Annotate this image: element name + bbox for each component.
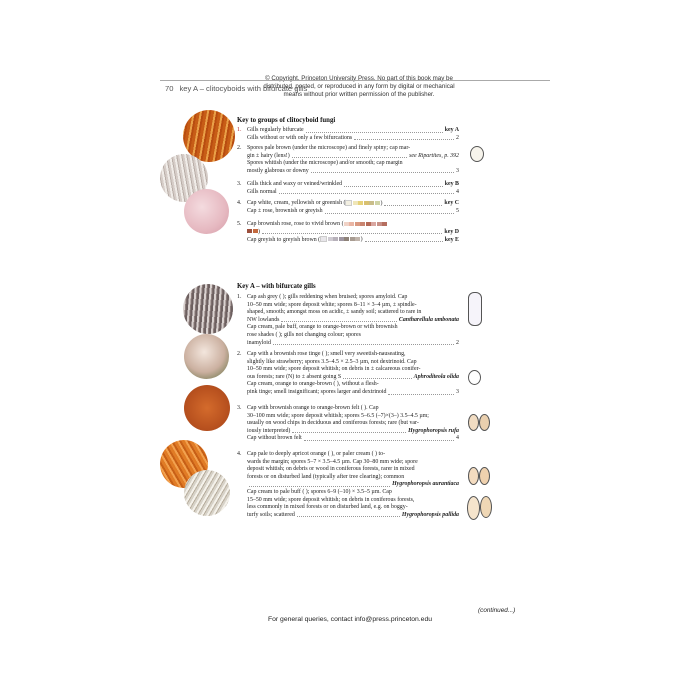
page-number: 70	[165, 84, 174, 93]
running-header	[165, 84, 313, 93]
mushroom-photo-pallida	[184, 470, 230, 516]
text-line: iously interpreted)	[247, 427, 291, 434]
spore-drawing-4a	[468, 467, 479, 485]
choice-a-text: Cap brownish rose, rose to vivid brown (	[247, 221, 344, 227]
key-a-title: Key A – with bifurcate gills	[237, 283, 316, 290]
choice-a-ref[interactable]: key C	[444, 200, 459, 207]
text-line: 10–50 mm wide; spore deposit white; spores 8–11 × 3–4 µm, ± spindle-	[247, 301, 417, 308]
item-number: 2.	[237, 145, 242, 151]
spore-drawing-3a	[468, 414, 479, 431]
footer-contact: For general queries, contact info@press.princeton.edu	[267, 616, 433, 623]
choice-a-text: Gills thick and waxy or veined/wrinkled	[247, 181, 343, 187]
alt-text-line: inamyloid	[247, 339, 271, 346]
species-name: Hygrophoropsis pallida	[401, 511, 459, 518]
alt-text-line: Cap cream to pale buff ( ); spores 6–9 (–10) × 3.5–5 µm. Cap	[247, 488, 392, 495]
copyright-line-3: means without prior written permission of the publisher.	[283, 91, 435, 98]
key-groups-item-1	[237, 127, 459, 142]
text-line: 30–100 mm wide; spore deposit whitish; spores 5–6.5 (–7)×(3–) 3.5–4.5 µm;	[247, 412, 429, 419]
key-groups-item-5	[237, 221, 459, 244]
alt-text-line: Cap without brown felt	[247, 435, 302, 442]
key-groups-item-4	[237, 200, 459, 216]
header-rule	[160, 80, 550, 81]
text-line: wards the margin; spores 5–7 × 3.5–4.5 µm. Cap 30–80 mm wide; spore	[247, 458, 418, 465]
key-groups-item-3	[237, 181, 459, 196]
choice-a-text: Gills regularly bifurcate	[247, 127, 304, 133]
color-swatches-c: )	[345, 200, 382, 208]
mushroom-photo-hygrophoropsis-rufa	[184, 385, 230, 431]
key-a-item-4	[237, 451, 459, 519]
alt-text-line: Cap cream, orange to orange-brown ( ), without a flesh-	[247, 381, 379, 388]
alt-text-line: turfy soils; scattered	[247, 511, 295, 518]
choice-b-text: Gills without or with only a few bifurcations	[247, 134, 353, 141]
choice-a-ref[interactable]: key B	[444, 181, 459, 187]
mushroom-photo-pink-gills	[184, 189, 229, 234]
species-name: Cantharellula umbonata	[398, 316, 459, 323]
alt-ref[interactable]: 4	[456, 435, 459, 442]
alt-text-line: Cap cream, pale buff, orange to orange-brown or with brownish	[247, 324, 398, 331]
item-number: 1.	[237, 294, 242, 300]
choice-a-ref[interactable]: key A	[444, 127, 459, 133]
mushroom-photo-cantharellula	[183, 284, 233, 334]
text-line: deposit whitish; on debris or wood in coniferous forests, rarer in mixed	[247, 466, 415, 473]
text-line: NW lowlands	[247, 316, 280, 323]
text-line: Cap with a brownish rose tinge ( ); smell very sweetish-nauseating,	[247, 351, 406, 357]
choice-a-ref[interactable]: key D	[444, 228, 459, 235]
choice-a-text: Spores pale brown (under the microscope) and finely spiny; cap mar-	[247, 145, 411, 151]
text-line: Cap pale to deeply apricot orange ( ), or paler cream ( ) to-	[247, 451, 386, 457]
choice-a-text-cont: gin ± hairy (lens!)	[247, 152, 290, 159]
choice-a-ref[interactable]: see Ripartites, p. 392	[409, 152, 459, 159]
alt-text-line: 15–50 mm wide; spore deposit whitish; on debris in coniferous forests,	[247, 496, 415, 503]
item-number: 5.	[237, 221, 242, 227]
species-name: Hygrophoropsis aurantiaca	[392, 481, 459, 488]
item-number: 2.	[237, 351, 242, 357]
choice-b-text: Cap greyish to greyish brown (	[247, 236, 321, 243]
spore-drawing-spiny	[470, 146, 484, 162]
item-number: 1.	[237, 127, 242, 133]
spore-drawing-3b	[479, 414, 490, 431]
alt-text-line: pink tinge; smell insignificant; spores larger and dextrinoid	[247, 388, 387, 395]
choice-a-text: Cap white, cream, yellowish or greenish (	[247, 200, 346, 207]
choice-b-text: Gills normal	[247, 188, 277, 195]
text-line: forests or on disturbed land (typically after tree clearing); common	[247, 473, 405, 480]
color-swatches-d-cont: )	[247, 229, 260, 237]
item-number: 3.	[237, 181, 242, 187]
copyright-line-1: © Copyright, Princeton University Press. No part of this book may be	[265, 75, 453, 82]
key-a-item-1	[237, 294, 459, 347]
mushroom-photo-aphroditeola	[184, 334, 229, 379]
choice-b-text: Cap ± rose, brownish or greyish	[247, 207, 323, 214]
color-swatches-e: )	[320, 236, 362, 244]
text-line: ous forests; rare (N) to ± absent going S	[247, 373, 342, 380]
continued-note: (continued...)	[478, 607, 516, 614]
spore-drawing-4b	[479, 467, 490, 485]
running-title: key A – clitocyboids with bifurcate gills	[179, 84, 308, 93]
spore-drawing-5a	[467, 496, 480, 520]
spore-drawing-5b	[480, 496, 492, 518]
choice-b-text-cont: mostly glabrous or downy	[247, 167, 309, 174]
species-name: Hygrophoropsis rufa	[408, 427, 459, 434]
choice-b-ref[interactable]: 3	[456, 167, 459, 174]
key-a-item-3	[237, 405, 459, 443]
choice-b-text: Spores whitish (under the microscope) and/or smooth; cap margin	[247, 160, 403, 167]
alt-ref[interactable]: 3	[456, 388, 459, 395]
text-line: usually on wood chips in deciduous and coniferous forests; rare (but var-	[247, 420, 419, 427]
key-groups-title: Key to groups of clitocyboid fungi	[237, 117, 336, 124]
item-number: 4.	[237, 200, 242, 207]
text-line: shaped, smooth; amongst moss on acidic, ± sandy soil; scattered to rare in	[247, 309, 422, 316]
text-line: 10–50 mm wide; spore deposit whitish; on debris in ± calcareous conifer-	[247, 366, 421, 373]
key-a-item-2	[237, 351, 459, 397]
alt-ref[interactable]: 2	[456, 339, 459, 346]
item-number: 3.	[237, 405, 242, 411]
text-line: Cap ash grey ( ); gills reddening when bruised; spores amyloid. Cap	[247, 294, 408, 300]
choice-b-ref[interactable]: 2	[456, 134, 459, 141]
spore-drawing-1	[468, 292, 482, 326]
alt-text-line: less commonly in mixed forests or on disturbed land, e.g. on boggy-	[247, 504, 408, 511]
key-groups-item-2	[237, 145, 459, 175]
choice-b-ref[interactable]: 4	[456, 188, 459, 195]
text-line: slightly like strawberry; spores 3.5–4.5 × 2.5–3 µm, not dextrinoid. Cap	[247, 358, 417, 365]
choice-b-ref[interactable]: key E	[444, 236, 459, 243]
species-name: Aphroditeola olida	[413, 373, 459, 380]
choice-b-ref[interactable]: 5	[456, 207, 459, 214]
alt-text-line: rose shades ( ); gills not changing colour; spores	[247, 331, 361, 338]
color-swatches-d	[344, 221, 388, 229]
spore-drawing-2	[468, 370, 481, 385]
item-number: 4.	[237, 451, 242, 457]
copyright-line-2: distributed, posted, or reproduced in any form by digital or mechanical	[263, 83, 455, 90]
text-line: Cap with brownish orange to orange-brown felt ( ). Cap	[247, 405, 379, 411]
